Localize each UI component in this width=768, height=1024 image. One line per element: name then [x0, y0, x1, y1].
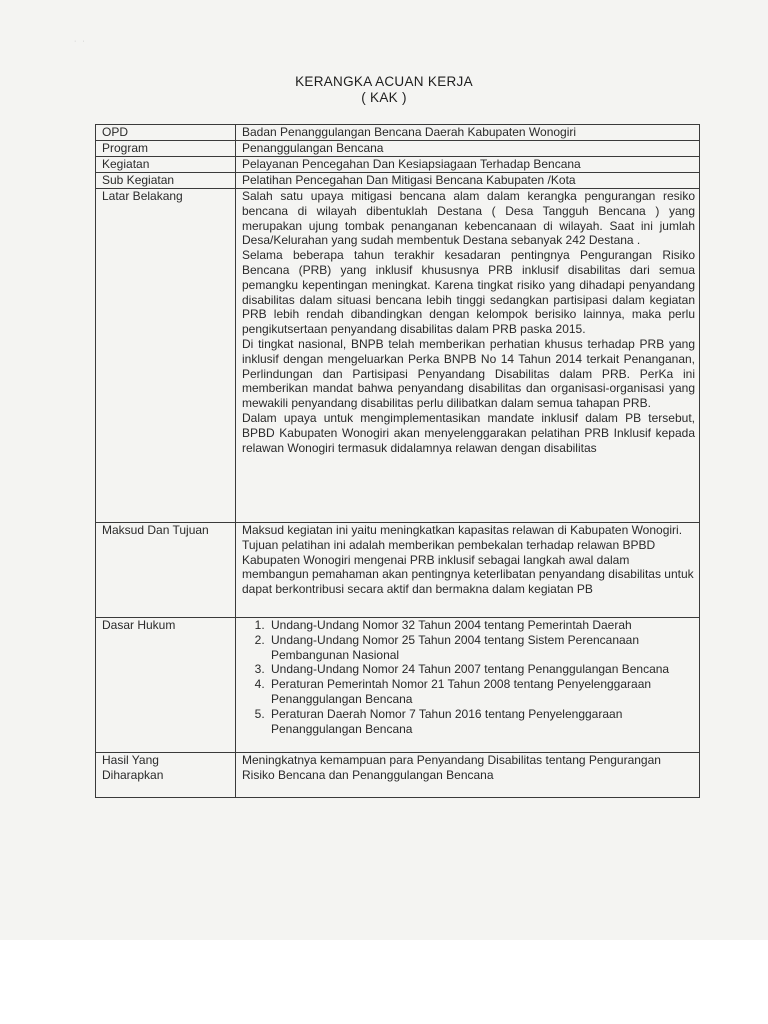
latar-paragraph: Di tingkat nasional, BNPB telah memberikan perhatian khusus terhadap PRB yang inklusif dengan mengeluarkan Perka BNPB No 14 Tahun 2014 terkait Penanganan, Perlindungan dan Partisipasi Penyandang Disabilitas dalam PRB. PerKa ini memberikan mandat bahwa penyandang disabilitas dan organisasi-organisasi yang mewakili penyandang disabilitas perlu dilibatkan dalam semua tahapan PRB. — [242, 336, 695, 411]
row-value-opd: Badan Penanggulangan Bencana Daerah Kabupaten Wonogiri — [236, 125, 700, 141]
latar-paragraph: Dalam upaya untuk mengimplementasikan mandate inklusif dalam PB tersebut, BPBD Kabupaten Wonogiri akan menyelenggarakan pelatihan PRB Inklusif kepada relawan Wonogiri termasuk didalamnya relawan dengan disabilitas — [242, 410, 695, 455]
law-item: 5. Peraturan Daerah Nomor 7 Tahun 2016 tentang Penyelenggaraan Penanggulangan Bencana — [268, 707, 695, 737]
table-row — [96, 173, 700, 189]
row-value-sub-kegiatan: Pelatihan Pencegahan Dan Mitigasi Bencana Kabupaten /Kota — [236, 173, 700, 189]
law-item: 4. Peraturan Pemerintah Nomor 21 Tahun 2008 tentang Penyelenggaraan Penanggulangan Bencana — [268, 677, 695, 707]
table-row — [96, 157, 700, 173]
row-value-dasar-hukum — [236, 618, 700, 753]
row-value-program: Penanggulangan Bencana — [236, 141, 700, 157]
row-value-maksud: Maksud kegiatan ini yaitu meningkatkan kapasitas relawan di Kabupaten Wonogiri. Tujuan pelatihan ini adalah memberikan pembekalan terhadap relawan BPBD Kabupaten Wonogiri mengenai PRB inklusif sebagai langkah awal dalam membangun pemahaman akan pentingnya keterlibatan penyandang disabilitas untuk dapat berkontribusi secara aktif dan bermakna dalam kegiatan PB — [236, 523, 700, 618]
law-item: 2. Undang-Undang Nomor 25 Tahun 2004 tentang Sistem Perencanaan Pembangunan Nasional — [268, 633, 695, 663]
row-label-hasil — [96, 753, 236, 798]
row-label-latar-belakang: Latar Belakang — [96, 189, 236, 523]
scan-speck: · · — [74, 38, 87, 45]
law-item: 1. Undang-Undang Nomor 32 Tahun 2004 tentang Pemerintah Daerah — [268, 618, 695, 633]
table-row — [96, 523, 700, 618]
hasil-label-line: Hasil Yang — [102, 753, 159, 767]
table-row — [96, 141, 700, 157]
row-value-latar-belakang — [236, 189, 700, 523]
latar-paragraph: Selama beberapa tahun terakhir kesadaran pentingnya Pengurangan Risiko Bencana (PRB) yang inklusif khususnya PRB inklusif disabilitas dari semua pemangku kepentingan meningkat. Karena tingkat risiko yang dihadapi penyandang disabilitas dalam situasi bencana lebih tinggi sedangkan partisipasi dalam kegiatan PRB lebih rendah dibandingkan dengan kelompok berisiko lainnya, maka perlu pengikutsertaan penyandang disabilitas dalam PRB paska 2015. — [242, 248, 695, 337]
row-label-maksud: Maksud Dan Tujuan — [96, 523, 236, 618]
law-item: 3. Undang-Undang Nomor 24 Tahun 2007 tentang Penanggulangan Bencana — [268, 662, 695, 677]
row-label-dasar-hukum: Dasar Hukum — [96, 618, 236, 753]
row-value-kegiatan: Pelayanan Pencegahan Dan Kesiapsiagaan Terhadap Bencana — [236, 157, 700, 173]
table-row — [96, 125, 700, 141]
row-label-opd: OPD — [96, 125, 236, 141]
document-subtitle: ( KAK ) — [361, 90, 407, 105]
law-list — [242, 618, 695, 736]
table-row — [96, 753, 700, 798]
document-title: KERANGKA ACUAN KERJA — [295, 74, 473, 89]
row-value-hasil: Meningkatnya kemampuan para Penyandang Disabilitas tentang Pengurangan Risiko Bencana dan Penanggulangan Bencana — [236, 753, 700, 798]
row-label-sub-kegiatan: Sub Kegiatan — [96, 173, 236, 189]
latar-paragraph: Salah satu upaya mitigasi bencana alam dalam kerangka pengurangan resiko bencana di wilayah dibentuklah Destana ( Desa Tangguh Bencana ) yang merupakan ujung tombak penanganan kebencanaan di wilayah. Saat ini jumlah Desa/Kelurahan yang sudah membentuk Destana sebanyak 242 Destana . — [242, 189, 695, 248]
table-row — [96, 189, 700, 523]
table-row — [96, 618, 700, 753]
row-label-kegiatan: Kegiatan — [96, 157, 236, 173]
hasil-label-line: Diharapkan — [102, 767, 164, 782]
kak-table — [95, 124, 700, 798]
row-label-program: Program — [96, 141, 236, 157]
